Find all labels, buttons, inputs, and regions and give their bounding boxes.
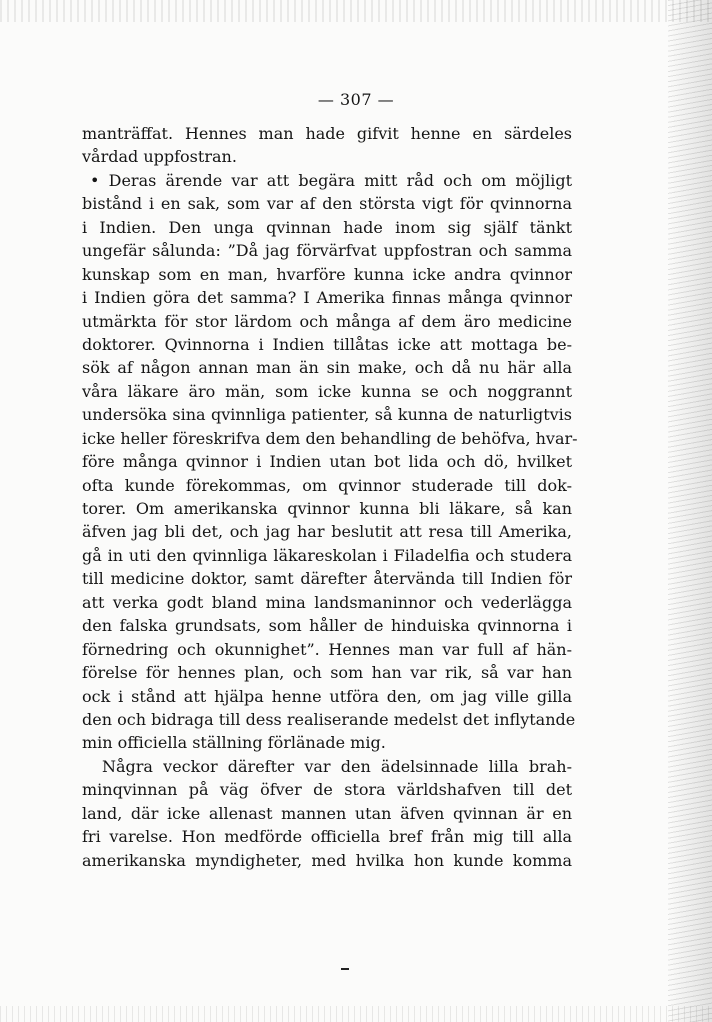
text-line: till medicine doktor, samt därefter återvända till Indien för [82,569,572,589]
text-line: våra läkare äro män, som icke kunna se och noggrannt [82,381,572,401]
text-line: den falska grundsats, som håller de hinduiska qvinnorna i [82,616,572,636]
text-line: ofta kunde förekommas, om qvinnor studerade till dok- [82,475,572,495]
text-line: förnedring och okunnighet”. Hennes man var full af hän- [82,639,572,659]
body-text [82,122,578,872]
text-line: min officiella ställning förlänade mig. [82,733,386,753]
text-line: undersöka sina qvinnliga patienter, så kunna de naturligtvis [82,405,572,425]
text-line: bistånd i en sak, som var af den största vigt för qvinnorna [82,194,572,214]
text-line: i Indien. Den unga qvinnan hade inom sig själf tänkt [82,217,572,237]
text-line: sök af någon annan man än sin make, och då nu här alla [82,358,572,378]
text-line: Några veckor därefter var den ädelsinnade lilla brah- [102,756,572,776]
page-edge-top [0,0,712,22]
text-line: ock i stånd att hjälpa henne utföra den, om jag ville gilla [82,686,572,706]
text-line: icke heller föreskrifva dem den behandling de behöfva, hvar- [82,428,578,448]
text-line: doktorer. Qvinnorna i Indien tillåtas icke att mottaga be- [82,334,572,354]
page-edge-bottom [0,1006,712,1022]
text-line: kunskap som en man, hvarföre kunna icke andra qvinnor [82,264,572,284]
text-line: före många qvinnor i Indien utan bot lida och dö, hvilket [82,452,572,472]
text-line: amerikanska myndigheter, med hvilka hon kunde komma [82,850,572,870]
page-number: — 307 — [317,90,395,109]
text-line: förelse för hennes plan, och som han var rik, så var han [82,663,572,683]
text-line: • Deras ärende var att begära mitt råd och om möjligt [90,170,572,190]
text-line: den och bidraga till dess realiserande medelst det inflytande [82,709,576,729]
text-line: äfven jag bli det, och jag har beslutit att resa till Amerika, [82,522,572,542]
footer-mark [341,968,349,970]
text-line: vårdad uppfostran. [82,147,237,167]
text-line: land, där icke allenast mannen utan äfven qvinnan är en [82,803,572,823]
text-line: manträffat. Hennes man hade gifvit henne en särdeles [82,124,572,143]
text-line: torer. Om amerikanska qvinnor kunna bli läkare, så kan [82,499,572,518]
text-line: ungefär sålunda: ”Då jag förvärfvat uppfostran och samma [82,241,572,261]
text-line: minqvinnan på väg öfver de stora världshafven till det [82,780,572,800]
text-line: fri varelse. Hon medförde officiella bref från mig till alla [82,827,572,847]
text-line: att verka godt bland mina landsmaninnor och vederlägga [82,592,572,612]
text-line: gå in uti den qvinnliga läkareskolan i Filadelfia och studera [82,545,572,565]
text-line: i Indien göra det samma? I Amerika finnas många qvinnor [82,288,572,308]
page-edge-right [668,0,712,1022]
text-line: utmärkta för stor lärdom och många af dem äro medicine [82,311,572,331]
